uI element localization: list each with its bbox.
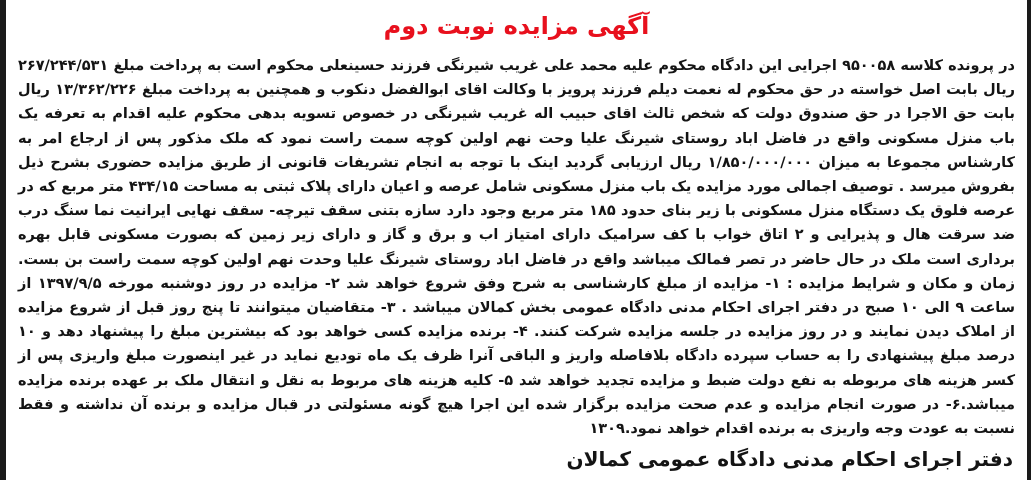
notice-title: آگهی مزایده نوبت دوم bbox=[383, 12, 650, 40]
notice-footer-signature: دفتر اجرای احکام مدنی دادگاه عمومی کمالان bbox=[566, 447, 1013, 471]
notice-body: در پرونده کلاسه ۹۵۰۰۵۸ اجرایی این دادگاه محکوم علیه محمد علی غریب شیرنگی فرزند حسینعلی محکوم است به پرداخت مبلغ ۲۶۷/۲۴۴/۵۳۱ ریال بابت اصل خواسته در حق محکوم له نعمت دیلم فرزند پرویز با وکالت اقای ابوالفضل دنکوب و همچنین به پرداخت مبلغ ۱۳/۳۶۲/۲۲۶ ریال بابت حق الاجرا در حق صندوق دولت که شخص ثالث اقای حبیب اله غریب شیرنگی در خصوص تسویه بدهی محکوم علیه اقدام به تعرفه یک باب منزل مسکونی واقع در فاضل اباد روستای شیرنگ علیا وحت نهم اولین کوچه سمت راست نمود که ملک مذکور پس از ارجاع امر به کارشناس مجموعا به میزان ۱/۸۵۰/۰۰۰/۰۰۰ ریال ارزیابی گردید اینک با توجه به انجام تشریفات قانونی از طریق مزایده حضوری بشرح ذیل بفروش میرسد . توصیف اجمالی مورد مزایده یک باب منزل مسکونی شامل عرصه و اعیان دارای پلاک ثبتی به مساحت ۴۳۴/۱۵ متر مربع که در عرصه فلوق یک دستگاه منزل مسکونی با زیر بنای حدود ۱۸۵ متر مربع وجود دارد سازه بتنی سقف تیرچه- سقف نهایی ایرانیت نما سنگ درب ضد سرقت هال و پذیرایی و ۲ اتاق خواب با کف سرامیک دارای امتیاز اب و برق و گاز و دارای زیر زمین که بصورت مسکونی قابل بهره برداری است ملک در حال حاضر در تصر فمالک میباشد واقع در فاضل اباد روستای شیرنگ علیا وحدت نهم اولین کوچه سمت راست بن بست. زمان و مکان و شرایط مزایده : ۱- مزایده از مبلغ کارشناسی به شرح وفق شروع خواهد شد ۲- مزایده در روز دوشنبه مورخه ۱۳۹۷/۹/۵ از ساعت ۹ الی ۱۰ صبح در دفتر اجرای احکام مدنی دادگاه عمومی بخش کمالان میباشد . ۳- متقاضیان میتوانند تا پنج روز قبل از شروع مزایده از املاک دیدن نمایند و در روز مزایده در جلسه مزایده شرکت کنند. ۴- برنده مزایده کسی خواهد بود که بیشترین مبلغ را پیشنهاد دهد و ۱۰ درصد مبلغ پیشنهادی را به حساب سپرده دادگاه بلافاصله واریز و الباقی آنرا ظرف یک ماه تودیع نماید در غیر اینصورت مبلغ واریزی پس از کسر هزینه های مربوطه به نفع دولت ضبط و مزایده تجدید خواهد شد ۵- کلیه هزینه های مربوط به نقل و انتقال ملک بر عهده برنده مزایده میباشد.۶- در صورت انجام مزایده و عدم صحت مزایده برگزار شده این اجرا هیچ گونه مسئولتی در قبال مزایده و برنده آن نداشته و فقط نسبت به عودت وجه واریزی به برنده اقدام خواهد نمود.۱۳۰۹ bbox=[18, 58, 1016, 438]
